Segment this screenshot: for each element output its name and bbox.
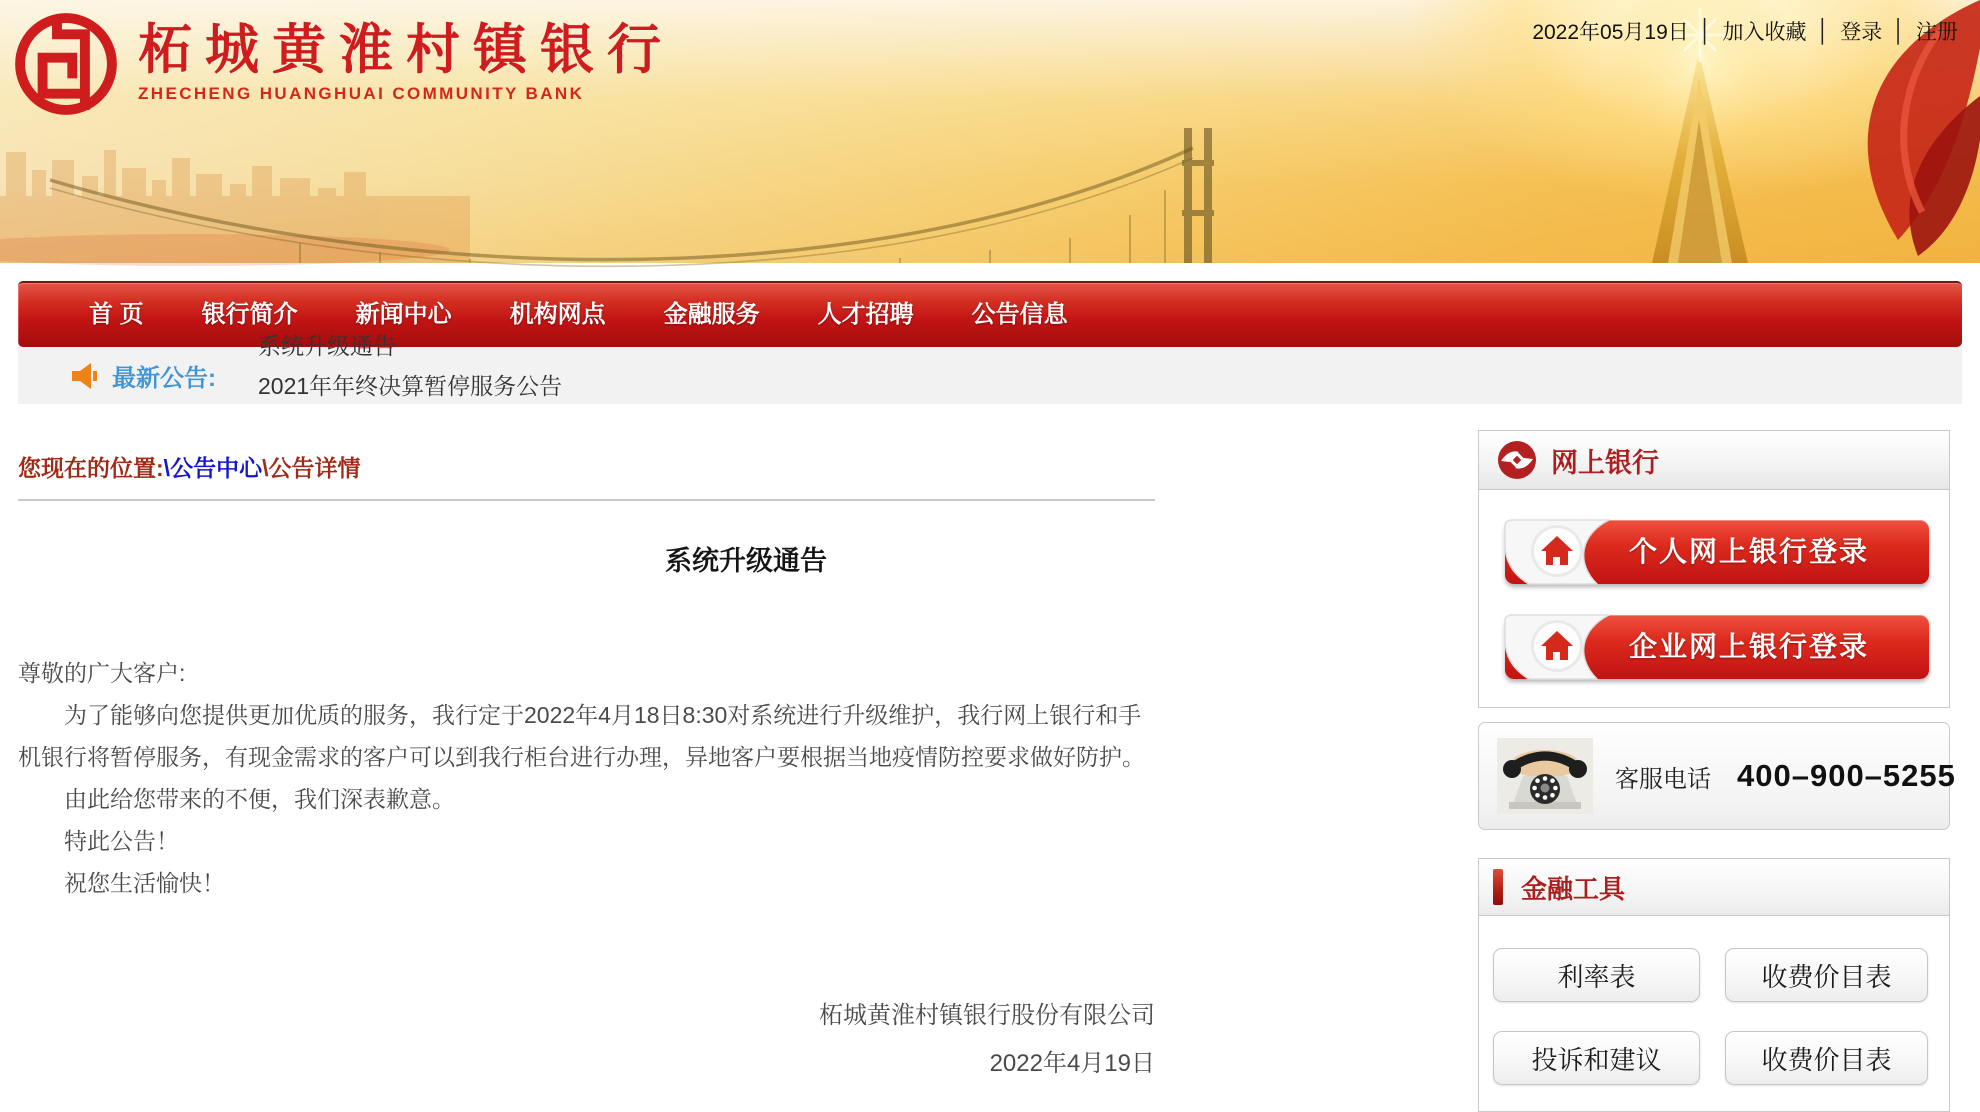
nav-item-announcements[interactable]: 公告信息 xyxy=(971,301,1068,328)
bank-logo-icon xyxy=(12,10,120,118)
nav-item-financial-services[interactable]: 金融服务 xyxy=(663,301,760,328)
ticker-scroll-area xyxy=(258,333,1962,404)
nav-item-news-center[interactable]: 新闻中心 xyxy=(355,301,452,328)
section-bar-icon xyxy=(1493,869,1503,905)
complaints-suggestions-button[interactable]: 投诉和建议 xyxy=(1493,1031,1700,1085)
breadcrumb-current: \公告详情 xyxy=(262,455,361,481)
bank-name-cn: 柘城黄淮村镇银行 xyxy=(138,20,674,80)
login-link[interactable]: 登录 xyxy=(1840,21,1883,44)
financial-tools-box xyxy=(1478,858,1950,1112)
bridge-tower xyxy=(1182,128,1214,263)
online-banking-body xyxy=(1479,490,1949,707)
online-banking-title: 网上银行 xyxy=(1551,447,1659,478)
separator: │ xyxy=(1892,18,1906,43)
article-body xyxy=(18,652,1155,904)
signature-company: 柘城黄淮村镇银行股份有限公司 xyxy=(819,1002,1155,1029)
nav-item-bank-intro[interactable]: 银行简介 xyxy=(201,301,298,328)
current-date: 2022年05月19日 xyxy=(1532,21,1689,44)
service-phone-label: 客服电话 xyxy=(1615,765,1711,793)
add-favorite-link[interactable]: 加入收藏 xyxy=(1722,21,1807,44)
rate-table-button[interactable]: 利率表 xyxy=(1493,948,1700,1002)
sidebar xyxy=(1478,404,1956,1112)
article-salutation: 尊敬的广大客户: xyxy=(18,660,186,686)
home-icon xyxy=(1505,615,1627,679)
article-paragraph: 祝您生活愉快！ xyxy=(64,870,225,896)
article-title: 系统升级通告 xyxy=(665,546,827,576)
corporate-ebank-login-button[interactable] xyxy=(1505,615,1929,679)
article-paragraph: 由此给您带来的不便，我们深表歉意。 xyxy=(64,786,455,812)
home-icon xyxy=(1505,520,1627,584)
top-utility-bar xyxy=(1532,16,1958,46)
speaker-icon xyxy=(68,359,102,393)
ticker-item[interactable]: 系统升级通告 xyxy=(258,333,396,359)
online-banking-header xyxy=(1479,431,1949,490)
corporate-ebank-login-label: 企业网上银行登录 xyxy=(1629,631,1870,662)
article-signature xyxy=(18,992,1155,1088)
brand[interactable] xyxy=(12,10,674,118)
personal-ebank-login-button[interactable] xyxy=(1505,520,1929,584)
breadcrumb xyxy=(18,450,1155,483)
nav-item-home[interactable]: 首 页 xyxy=(89,301,144,328)
article-paragraph: 特此公告！ xyxy=(64,828,179,854)
telephone-icon xyxy=(1497,738,1593,814)
article-paragraph: 为了能够向您提供更加优质的服务，我行定于2022年4月18日8:30对系统进行升级维护，我行网上银行和手机银行将暂停服务，有现金需求的客户可以到我行柜台进行办理，异地客户要根据当地疫情防控要求做好防护。 xyxy=(18,702,1145,770)
service-phone-number: 400–900–5255 xyxy=(1737,758,1956,793)
service-phone-box xyxy=(1478,722,1956,830)
nav-item-branches[interactable]: 机构网点 xyxy=(509,301,606,328)
ticker-item[interactable]: 2021年年终决算暂停服务公告 xyxy=(258,373,563,399)
signature-date: 2022年4月19日 xyxy=(989,1050,1155,1077)
main-content xyxy=(0,404,1980,1112)
fee-price-list-button-2[interactable]: 收费价目表 xyxy=(1725,1031,1928,1085)
breadcrumb-divider xyxy=(18,499,1155,501)
separator: │ xyxy=(1816,18,1831,43)
article-column xyxy=(18,404,1474,1088)
register-link[interactable]: 注册 xyxy=(1916,21,1958,44)
online-banking-box xyxy=(1478,430,1950,708)
financial-tools-body xyxy=(1479,916,1949,1111)
separator: │ xyxy=(1698,18,1713,43)
ticker-label: 最新公告: xyxy=(112,365,216,392)
financial-tools-header xyxy=(1479,859,1949,916)
banner xyxy=(0,0,1980,263)
breadcrumb-prefix: 您现在的位置: xyxy=(18,455,164,481)
financial-tools-title: 金融工具 xyxy=(1521,873,1626,904)
announcement-ticker xyxy=(18,333,1962,404)
nav-item-recruitment[interactable]: 人才招聘 xyxy=(817,301,914,328)
fee-price-list-button[interactable]: 收费价目表 xyxy=(1725,948,1928,1002)
bank-coin-icon xyxy=(1497,440,1537,480)
personal-ebank-login-label: 个人网上银行登录 xyxy=(1629,536,1870,567)
breadcrumb-link-section[interactable]: \公告中心 xyxy=(163,455,263,481)
bank-name-en: ZHECHENG HUANGHUAI COMMUNITY BANK xyxy=(138,84,585,103)
